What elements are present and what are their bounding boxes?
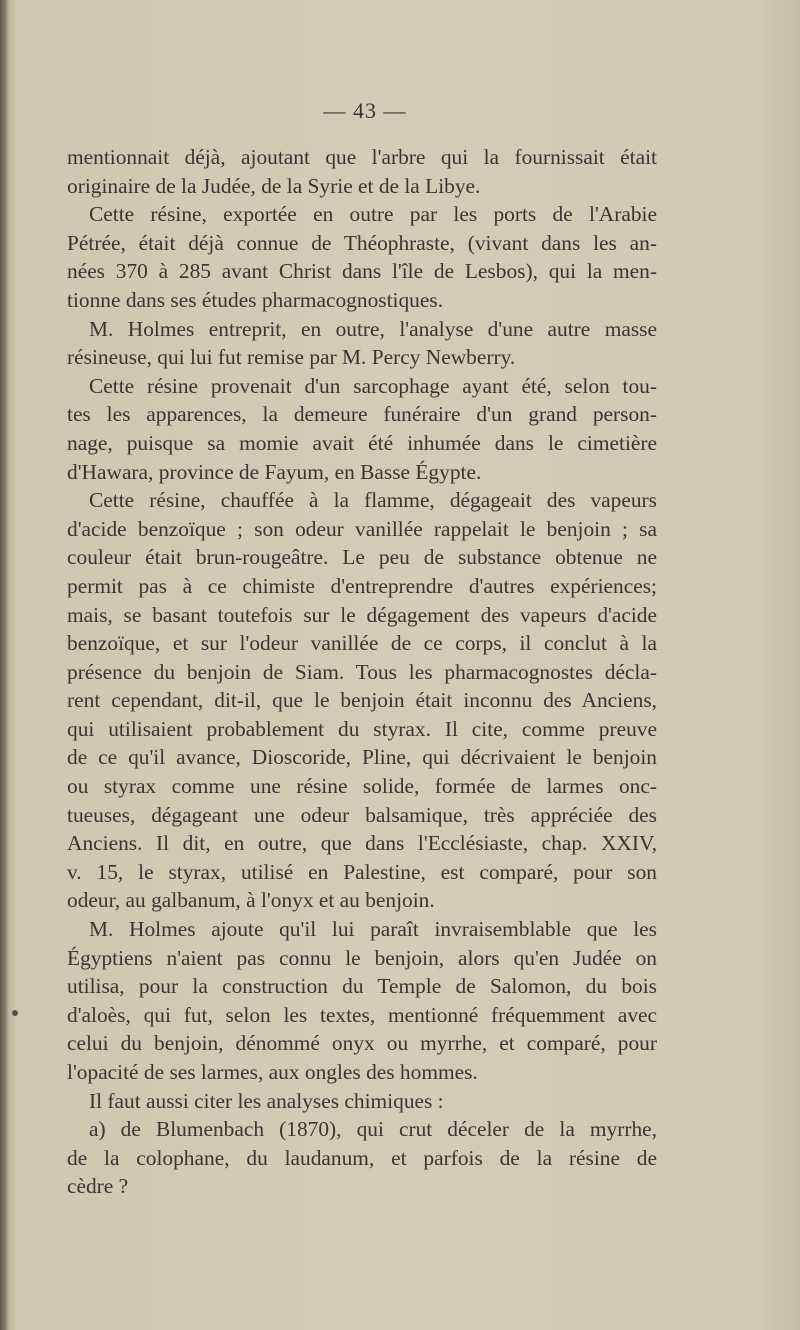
- text-line: Il faut aussi citer les analyses chimiques :: [89, 1088, 444, 1113]
- text-line: M. Holmes ajoute qu'il lui paraît invraisemblable que les: [89, 917, 657, 942]
- text-line: cèdre ?: [67, 1174, 129, 1199]
- text-line: Pétrée, était déjà connue de Théophraste, (vivant dans les an-: [67, 230, 657, 255]
- page-binding-edge: [0, 0, 9, 1330]
- text-line: Anciens. Il dit, en outre, que dans l'Ecclésiaste, chap. XXIV,: [67, 831, 657, 856]
- text-line: qui utilisaient probablement du styrax. Il cite, comme preuve: [67, 716, 657, 741]
- text-line: d'aloès, qui fut, selon les textes, mentionné fréquemment avec: [67, 1002, 657, 1027]
- text-line: Cette résine, exportée en outre par les ports de l'Arabie: [89, 202, 657, 227]
- text-line: mentionnait déjà, ajoutant que l'arbre qui la fournissait était: [67, 145, 657, 169]
- text-line: de la colophane, du laudanum, et parfois de la résine de: [67, 1145, 657, 1170]
- text-line: couleur était brun-rougeâtre. Le peu de substance obtenue ne: [67, 545, 657, 570]
- text-line: Cette résine provenait d'un sarcophage ayant été, selon tou-: [89, 373, 657, 398]
- text-line: Cette résine, chauffée à la flamme, dégageait des vapeurs: [89, 488, 657, 513]
- text-line: l'opacité de ses larmes, aux ongles des hommes.: [67, 1060, 478, 1084]
- text-line: Égyptiens n'aient pas connu le benjoin, alors qu'en Judée on: [67, 945, 657, 970]
- text-line: nées 370 à 285 avant Christ dans l'île de Lesbos), qui la men-: [67, 259, 657, 284]
- text-line: utilisa, pour la construction du Temple de Salomon, du bois: [67, 974, 657, 999]
- page-number: — 43 —: [323, 98, 407, 123]
- text-line: permit pas à ce chimiste d'entreprendre d'autres expériences;: [67, 573, 657, 598]
- text-line: tes les apparences, la demeure funéraire d'un grand person-: [67, 402, 657, 427]
- body-text: [67, 143, 657, 1201]
- ink-spot: [12, 1010, 18, 1016]
- text-line: tueuses, dégageant une odeur balsamique, très appréciée des: [67, 802, 657, 827]
- text-line: a) de Blumenbach (1870), qui crut déceler de la myrrhe,: [89, 1117, 657, 1142]
- text-line: nage, puisque sa momie avait été inhumée dans le cimetière: [67, 430, 657, 455]
- text-line: originaire de la Judée, de la Syrie et de la Libye.: [67, 173, 481, 198]
- text-line: présence du benjoin de Siam. Tous les pharmacognostes décla-: [67, 659, 657, 684]
- text-line: tionne dans ses études pharmacognostiques.: [67, 287, 444, 312]
- text-line: celui du benjoin, dénommé onyx ou myrrhe, et comparé, pour: [67, 1031, 657, 1056]
- text-line: M. Holmes entreprit, en outre, l'analyse d'une autre masse: [89, 316, 657, 341]
- text-line: rent cependant, dit-il, que le benjoin était inconnu des Anciens,: [67, 688, 657, 713]
- text-line: d'acide benzoïque ; son odeur vanillée rappelait le benjoin ; sa: [67, 516, 657, 541]
- text-line: benzoïque, et sur l'odeur vanillée de ce corps, il conclut à la: [67, 631, 657, 656]
- text-line: d'Hawara, province de Fayum, en Basse Égypte.: [67, 459, 482, 484]
- text-line: v. 15, le styrax, utilisé en Palestine, est comparé, pour son: [67, 859, 657, 884]
- text-line: de ce qu'il avance, Dioscoride, Pline, qui décrivaient le benjoin: [67, 745, 657, 770]
- text-line: mais, se basant toutefois sur le dégagement des vapeurs d'acide: [67, 602, 657, 627]
- text-line: ou styrax comme une résine solide, formée de larmes onc-: [67, 774, 657, 799]
- text-line: odeur, au galbanum, à l'onyx et au benjoin.: [67, 888, 435, 913]
- text-line: résineuse, qui lui fut remise par M. Percy Newberry.: [67, 345, 516, 370]
